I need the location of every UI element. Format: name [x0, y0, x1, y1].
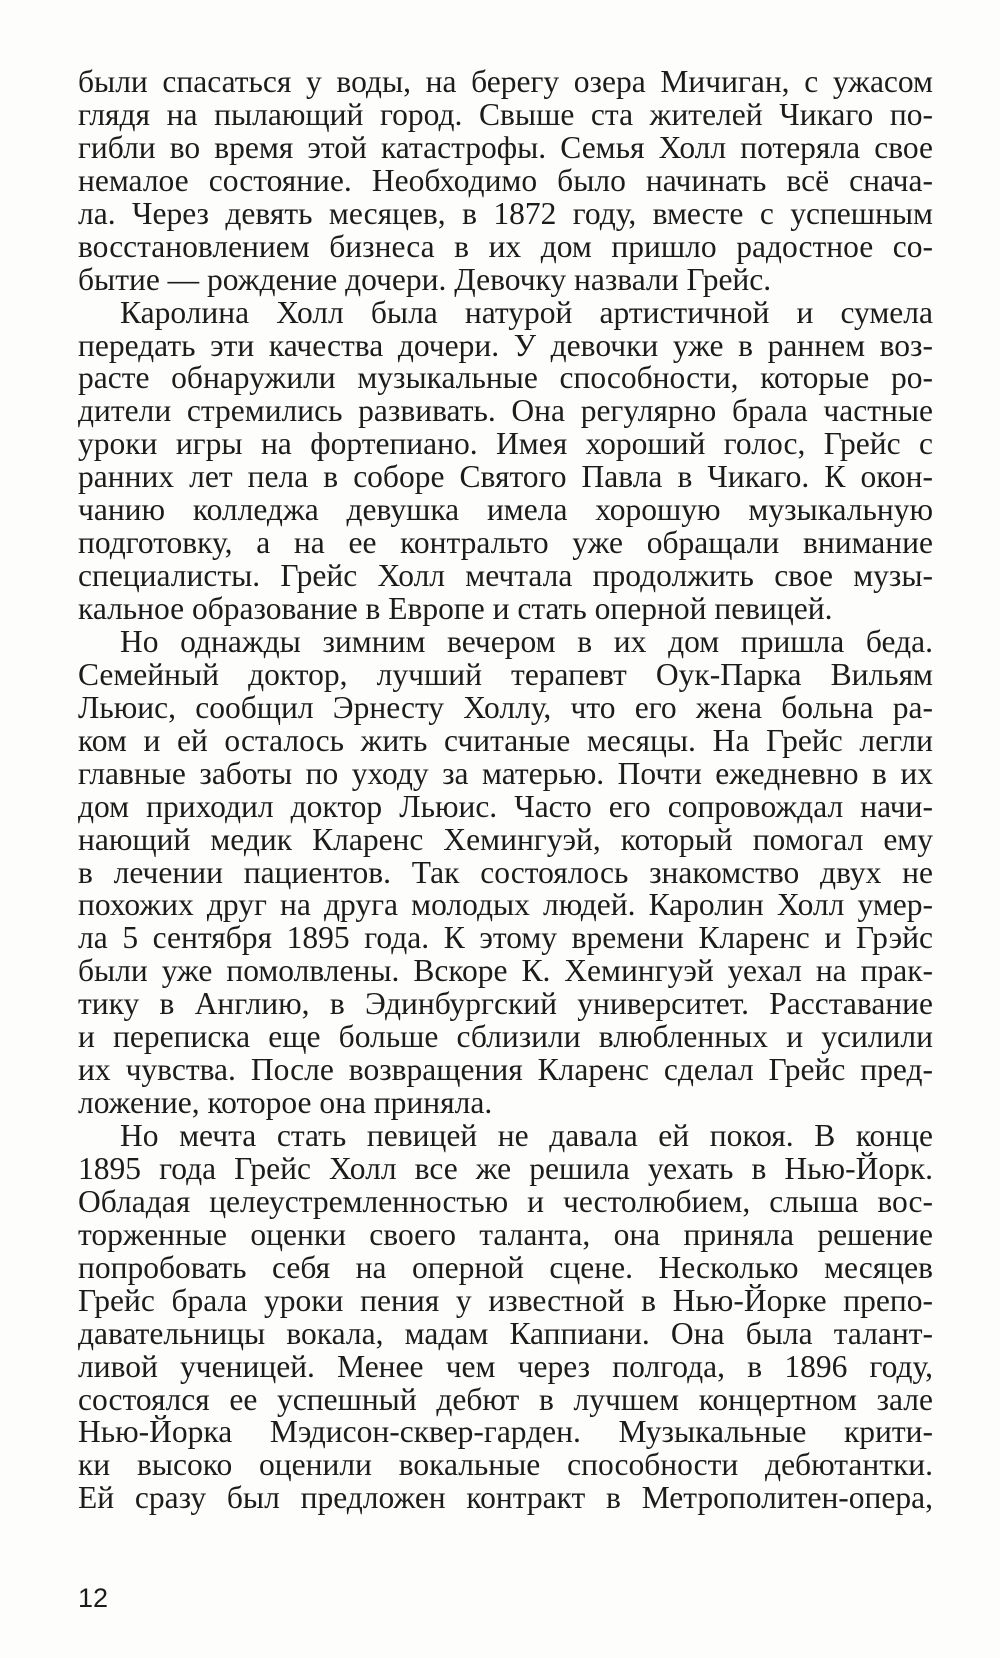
text-line: давательницы вокала, мадам Каппиани. Она была талант- — [78, 1315, 933, 1351]
text-line: главные заботы по уходу за матерью. Почти ежедневно в их — [78, 755, 933, 791]
text-line: торженные оценки своего таланта, она приняла решение — [78, 1216, 933, 1252]
text-line: были спасаться у воды, на берегу озера Мичиган, с ужасом — [78, 64, 933, 99]
text-line: Каролина Холл была натурой артистичной и сумела — [120, 294, 933, 330]
text-line: расте обнаружили музыкальные способности, которые ро- — [78, 360, 933, 396]
text-line: специалисты. Грейс Холл мечтала продолжить свое музы- — [78, 558, 933, 594]
text-line: глядя на пылающий город. Свыше ста жителей Чикаго по- — [78, 96, 933, 132]
text-line: ложение, которое она приняла. — [78, 1085, 493, 1121]
text-line: и переписка еще больше сблизили влюбленных и усилили — [78, 1019, 933, 1055]
text-line: их чувства. После возвращения Кларенс сделал Грейс пред- — [78, 1052, 933, 1088]
body-text — [78, 66, 933, 1515]
text-line: дом приходил доктор Льюис. Часто его сопровождал начи- — [78, 788, 933, 824]
text-line: ла. Через девять месяцев, в 1872 году, вместе с успешным — [78, 195, 933, 231]
text-line: Но мечта стать певицей не давала ей покоя. В конце — [120, 1118, 933, 1153]
text-line: нающий медик Кларенс Хемингуэй, который помогал ему — [78, 821, 933, 857]
text-line: чанию колледжа девушка имела хорошую музыкальную — [78, 492, 933, 528]
text-line: Обладая целеустремленностью и честолюбием, слыша вос- — [78, 1183, 933, 1219]
text-line: Нью-Йорка Мэдисон-сквер-гарден. Музыкальные крити- — [78, 1414, 933, 1450]
text-line: Льюис, сообщил Эрнесту Холлу, что его жена больна ра- — [78, 689, 933, 725]
text-line: ранних лет пела в соборе Святого Павла в Чикаго. К окон- — [78, 459, 933, 495]
text-line: Грейс брала уроки пения у известной в Нью-Йорке препо- — [78, 1282, 933, 1318]
text-line: Семейный доктор, лучший терапевт Оук-Парка Вильям — [78, 656, 933, 692]
text-line: тику в Англию, в Эдинбургский университет. Расставание — [78, 986, 933, 1022]
text-line: состоялся ее успешный дебют в лучшем концертном зале — [78, 1381, 933, 1417]
text-line: Но однажды зимним вечером в их дом пришла беда. — [120, 623, 933, 659]
text-line: попробовать себя на оперной сцене. Несколько месяцев — [78, 1249, 933, 1285]
text-line: восстановлением бизнеса в их дом пришло радостное со- — [78, 228, 933, 264]
text-line: ки высоко оценили вокальные способности дебютантки. — [78, 1447, 933, 1483]
text-line: 1895 года Грейс Холл все же решила уехать в Нью-Йорк. — [78, 1150, 933, 1186]
text-line: ком и ей осталось жить считаные месяцы. На Грейс легли — [78, 722, 933, 758]
text-line: ливой ученицей. Менее чем через полгода, в 1896 году, — [78, 1348, 933, 1384]
text-line: в лечении пациентов. Так состоялось знакомство двух не — [78, 854, 933, 890]
text-line: ла 5 сентября 1895 года. К этому времени Кларенс и Грэйс — [78, 920, 933, 956]
page-number: 12 — [78, 1583, 109, 1613]
text-line: немалое состояние. Необходимо было начинать всё снача- — [78, 162, 933, 198]
text-line: кальное образование в Европе и стать оперной певицей. — [78, 591, 833, 626]
text-line: похожих друг на друга молодых людей. Каролин Холл умер- — [78, 887, 933, 923]
text-line: передать эти качества дочери. У девочки уже в раннем воз- — [78, 327, 933, 363]
text-line: Ей сразу был предложен контракт в Метрополитен-опера, — [78, 1480, 933, 1516]
text-line: гибли во время этой катастрофы. Семья Холл потеряла свое — [78, 129, 933, 165]
text-line: уроки игры на фортепиано. Имея хороший голос, Грейс с — [78, 426, 933, 462]
text-line: дители стремились развивать. Она регулярно брала частные — [78, 393, 933, 429]
text-line: подготовку, а на ее контральто уже обращали внимание — [78, 525, 933, 561]
text-line: были уже помолвлены. Вскоре К. Хемингуэй уехал на прак- — [78, 953, 933, 989]
text-line: бытие — рождение дочери. Девочку назвали Грейс. — [78, 261, 772, 297]
